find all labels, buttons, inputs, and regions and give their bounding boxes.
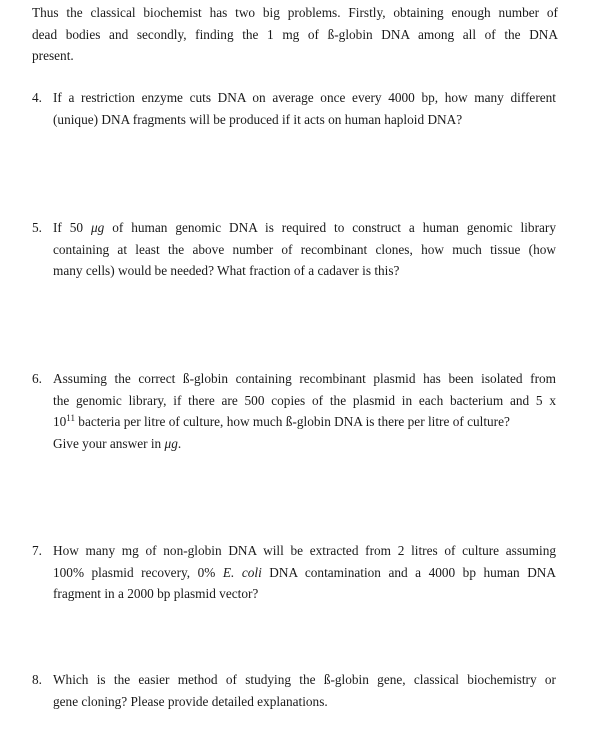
text-run: of human genomic DNA is required to construct a human genomic library: [104, 220, 556, 235]
unit-text: μg: [90, 220, 105, 235]
question-line: fragment in a 2000 bp plasmid vector?: [53, 586, 259, 601]
text-run: bacteria per litre of culture, how much ß-globin DNA is there per litre of culture?: [74, 414, 510, 429]
question-4: [32, 87, 556, 130]
question-number: 5.: [32, 220, 42, 235]
question-line: [53, 433, 556, 455]
question-number: 7.: [32, 543, 42, 558]
question-7: [32, 540, 556, 605]
text-run: Give your answer in: [53, 435, 165, 451]
question-text: [53, 368, 556, 454]
question-number: 4.: [32, 90, 42, 105]
text-run: If 50: [53, 220, 91, 235]
question-line: gene cloning? Please provide detailed explanations.: [53, 693, 328, 709]
question-line: many cells) would be needed? What fraction of a cadaver is this?: [53, 263, 400, 278]
intro-line: Thus the classical biochemist has two big problems. Firstly, obtaining enough number of: [32, 5, 558, 20]
question-line: [53, 411, 556, 433]
question-line: [53, 562, 556, 584]
organism-name: E. coli: [222, 564, 262, 580]
intro-line: dead bodies and secondly, finding the 1 mg of ß-globin DNA among all of the DNA: [32, 26, 558, 42]
question-6: [32, 368, 556, 454]
question-number: 6.: [32, 371, 42, 386]
question-line: the genomic library, if there are 500 copies of the plasmid in each bacterium and 5 x: [53, 392, 556, 408]
question-5: [32, 217, 556, 282]
intro-paragraph: [32, 2, 558, 67]
question-number: 8.: [32, 672, 42, 687]
question-text: [53, 669, 556, 712]
text-run: .: [177, 435, 182, 451]
text-run: 100% plasmid recovery, 0%: [53, 564, 223, 580]
exponent: 11: [66, 413, 75, 423]
question-line: (unique) DNA fragments will be produced if it acts on human haploid DNA?: [53, 111, 463, 127]
question-line: How many mg of non-globin DNA will be extracted from 2 litres of culture assuming: [53, 543, 556, 558]
unit-text: μg: [164, 435, 178, 451]
text-run: DNA contamination and a 4000 bp human DNA: [261, 564, 556, 580]
question-line: If a restriction enzyme cuts DNA on average once every 4000 bp, how many different: [53, 90, 556, 105]
question-text: [53, 217, 556, 282]
question-line: [53, 217, 556, 239]
question-line: Assuming the correct ß-globin containing recombinant plasmid has been isolated from: [53, 371, 556, 386]
question-text: [53, 87, 556, 130]
intro-line: present.: [32, 48, 74, 63]
question-line: containing at least the above number of recombinant clones, how much tissue (how: [53, 241, 556, 257]
question-8: [32, 669, 556, 712]
question-line: Which is the easier method of studying the ß-globin gene, classical biochemistry or: [53, 672, 556, 687]
question-text: [53, 540, 556, 605]
text-run: 10: [53, 414, 67, 429]
